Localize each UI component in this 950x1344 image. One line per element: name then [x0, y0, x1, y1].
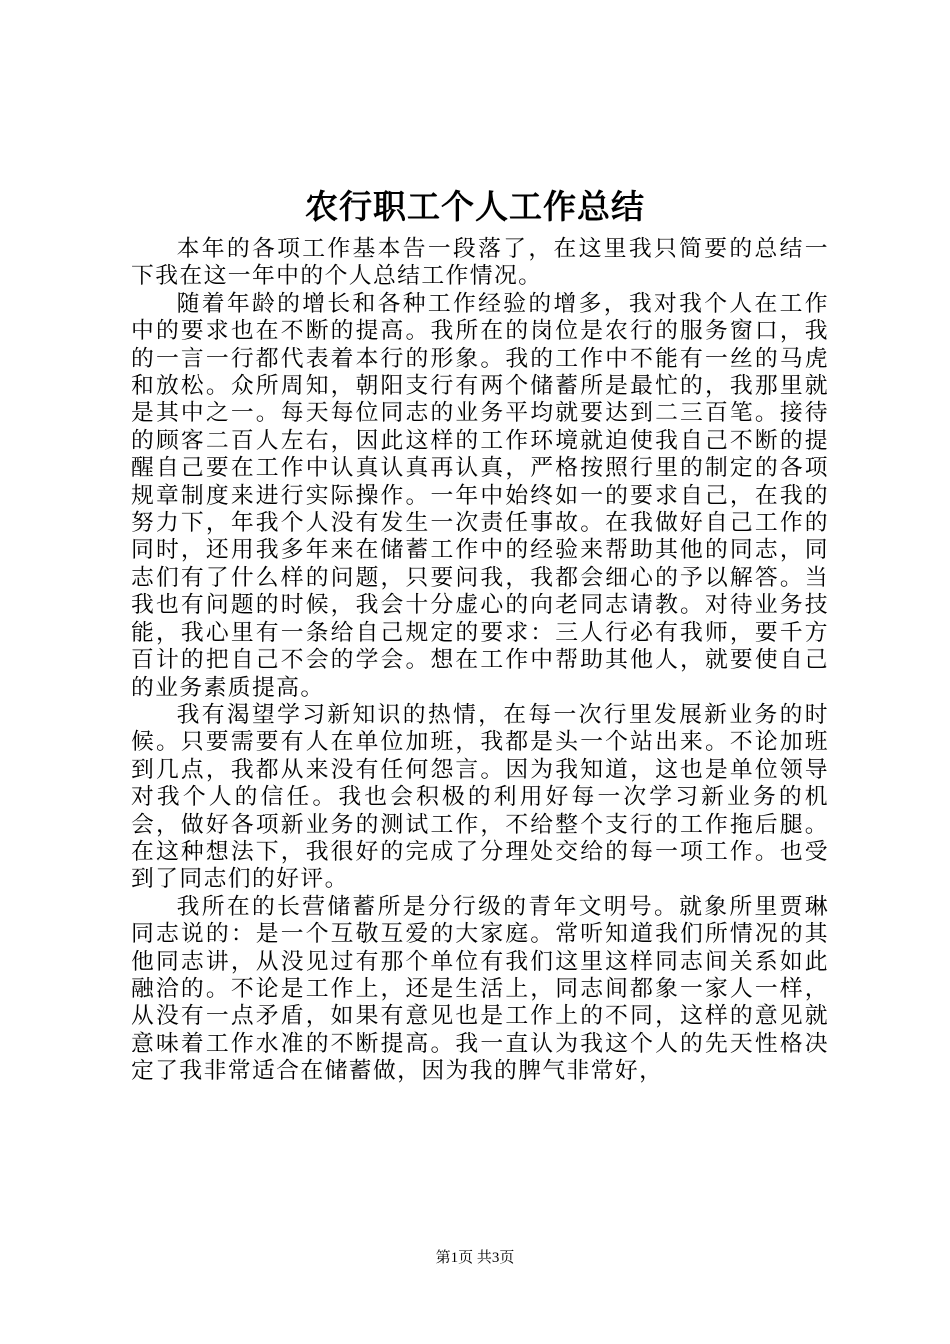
paragraph: 随着年龄的增长和各种工作经验的增多，我对我个人在工作中的要求也在不断的提高。我所在的岗位是农行的服务窗口，我的一言一行都代表着本行的形象。我的工作中不能有一丝的马虎和放松。众所周知，朝阳支行有两个储蓄所是最忙的，我那里就是其中之一。每天每位同志的业务平均就要达到二三百笔。接待的顾客二百人左右，因此这样的工作环境就迫使我自己不断的提醒自己要在工作中认真认真再认真，严格按照行里的制定的各项规章制度来进行实际操作。一年中始终如一的要求自己，在我的努力下，年我个人没有发生一次责任事故。在我做好自己工作的同时，还用我多年来在储蓄工作中的经验来帮助其他的同志，同志们有了什么样的问题，只要问我，我都会细心的予以解答。当我也有问题的时候，我会十分虚心的向老同志请教。对待业务技能，我心里有一条给自己规定的要求：三人行必有我师，要千方百计的把自己不会的学会。想在工作中帮助其他人，就要使自己的业务素质提高。	[131, 290, 829, 701]
paragraph: 本年的各项工作基本告一段落了，在这里我只简要的总结一下我在这一年中的个人总结工作情况。	[131, 236, 829, 290]
page-number-footer: 第1页 共3页	[435, 1250, 515, 1266]
document-body	[131, 236, 829, 1086]
paragraph: 我所在的长营储蓄所是分行级的青年文明号。就象所里贾琳同志说的：是一个互敬互爱的大家庭。常听知道我们所情况的其他同志讲，从没见过有那个单位有我们这里这样同志间关系如此融洽的。不论是工作上，还是生活上，同志间都象一家人一样，从没有一点矛盾，如果有意见也是工作上的不同，这样的意见就意味着工作水准的不断提高。我一直认为我这个人的先天性格决定了我非常适合在储蓄做，因为我的脾气非常好，	[131, 893, 829, 1085]
paragraph: 我有渴望学习新知识的热情，在每一次行里发展新业务的时候。只要需要有人在单位加班，我都是头一个站出来。不论加班到几点，我都从来没有任何怨言。因为我知道，这也是单位领导对我个人的信任。我也会积极的利用好每一次学习新业务的机会，做好各项新业务的测试工作，不给整个支行的工作拖后腿。在这种想法下，我很好的完成了分理处交给的每一项工作。也受到了同志们的好评。	[131, 701, 829, 893]
document-title: 农行职工个人工作总结	[305, 187, 645, 226]
